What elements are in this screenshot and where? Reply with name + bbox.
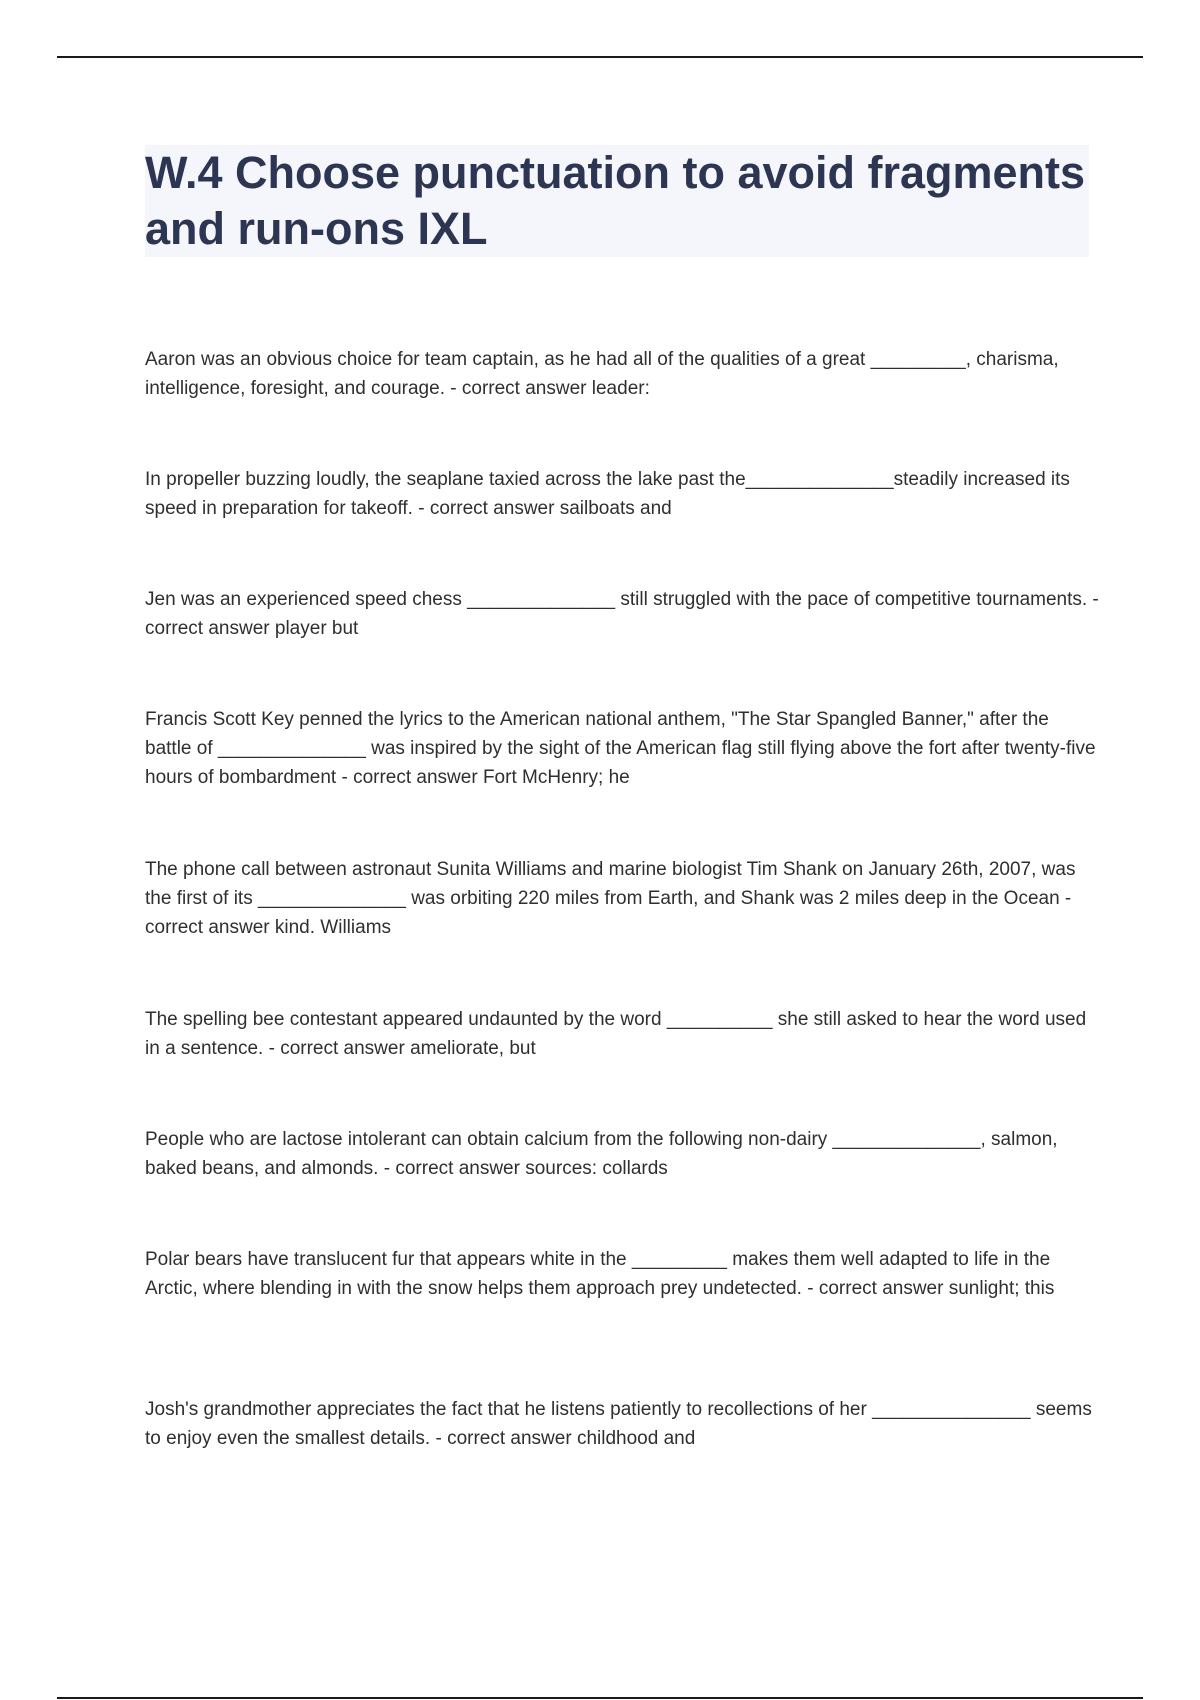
answer-text: leader: — [591, 378, 650, 399]
question-text: The spelling bee contestant appeared undaunted by the word __________ she still asked to hear the word used in a sentence. — [145, 1009, 1087, 1059]
question-item — [145, 465, 1100, 585]
answer-separator: - — [378, 1158, 396, 1179]
question-item — [145, 1005, 1100, 1125]
question-text: People who are lactose intolerant can obtain calcium from the following non-dairy ______________, salmon, baked beans, and almonds. — [145, 1129, 1058, 1179]
question-text: Francis Scott Key penned the lyrics to the American national anthem, "The Star Spangled Banner," after the battle of ______________ was inspired by the sight of the American flag still flying above the fort after twenty-five hours of bombardment — [145, 709, 1096, 788]
answer-separator: - — [430, 1428, 448, 1449]
answer-label: correct answer — [395, 1158, 520, 1179]
answer-separator: - — [801, 1278, 819, 1299]
answer-separator: - — [1059, 888, 1072, 909]
answer-label: correct answer — [461, 378, 587, 399]
question-item — [145, 345, 1100, 465]
answer-label: correct answer — [818, 1278, 944, 1299]
answer-text: sources: collards — [525, 1158, 668, 1179]
question-item — [145, 585, 1100, 705]
question-item — [145, 1395, 1100, 1515]
top-rule — [57, 56, 1143, 58]
question-text: Jen was an experienced speed chess ______________ still struggled with the pace of competitive tournaments. — [145, 589, 1088, 610]
answer-label: correct answer — [447, 1428, 572, 1449]
answer-separator: - — [1087, 589, 1099, 610]
question-item — [145, 705, 1100, 855]
answer-text: childhood and — [576, 1428, 696, 1449]
bottom-rule — [57, 1697, 1143, 1699]
answer-separator: - — [336, 767, 354, 788]
answer-label: correct answer — [145, 917, 270, 938]
question-text: Polar bears have translucent fur that appears white in the _________ makes them well adapted to life in the Arctic, where blending in with the snow helps them approach prey undetected. — [145, 1249, 1051, 1299]
question-text: The phone call between astronaut Sunita Williams and marine biologist Tim Shank on January 26th, 2007, was the first of its ______________ was orbiting 220 miles from Earth, and Shank was 2 miles deep in the Ocean — [145, 859, 1076, 909]
question-list — [145, 345, 1100, 1515]
question-text: In propeller buzzing loudly, the seaplane taxied across the lake past the______________steadily increased its speed in preparation for takeoff. — [145, 469, 1070, 519]
answer-text: player but — [274, 618, 359, 639]
answer-label: correct answer — [280, 1038, 405, 1059]
answer-text: sunlight; this — [948, 1278, 1055, 1299]
answer-label: correct answer — [429, 498, 555, 519]
question-item — [145, 1125, 1100, 1245]
answer-label: correct answer — [353, 767, 478, 788]
question-item — [145, 1245, 1100, 1395]
answer-separator: - — [263, 1038, 281, 1059]
answer-text: sailboats and — [559, 498, 672, 519]
answer-text: Fort McHenry; he — [482, 767, 630, 788]
question-text: Josh's grandmother appreciates the fact that he listens patiently to recollections of her _______________ seems to enjoy even the smallest details. — [145, 1399, 1092, 1449]
answer-separator: - — [412, 498, 430, 519]
answer-text: kind. Williams — [274, 917, 392, 938]
page-title: W.4 Choose punctuation to avoid fragments and run-ons IXL — [145, 147, 1086, 254]
question-text: Aaron was an obvious choice for team captain, as he had all of the qualities of a great _________, charisma, intelligence, foresight, and courage. — [145, 349, 1059, 399]
title-block — [145, 145, 1089, 257]
question-item — [145, 855, 1100, 1005]
answer-text: ameliorate, but — [410, 1038, 536, 1059]
answer-label: correct answer — [145, 618, 270, 639]
answer-separator: - — [444, 378, 462, 399]
